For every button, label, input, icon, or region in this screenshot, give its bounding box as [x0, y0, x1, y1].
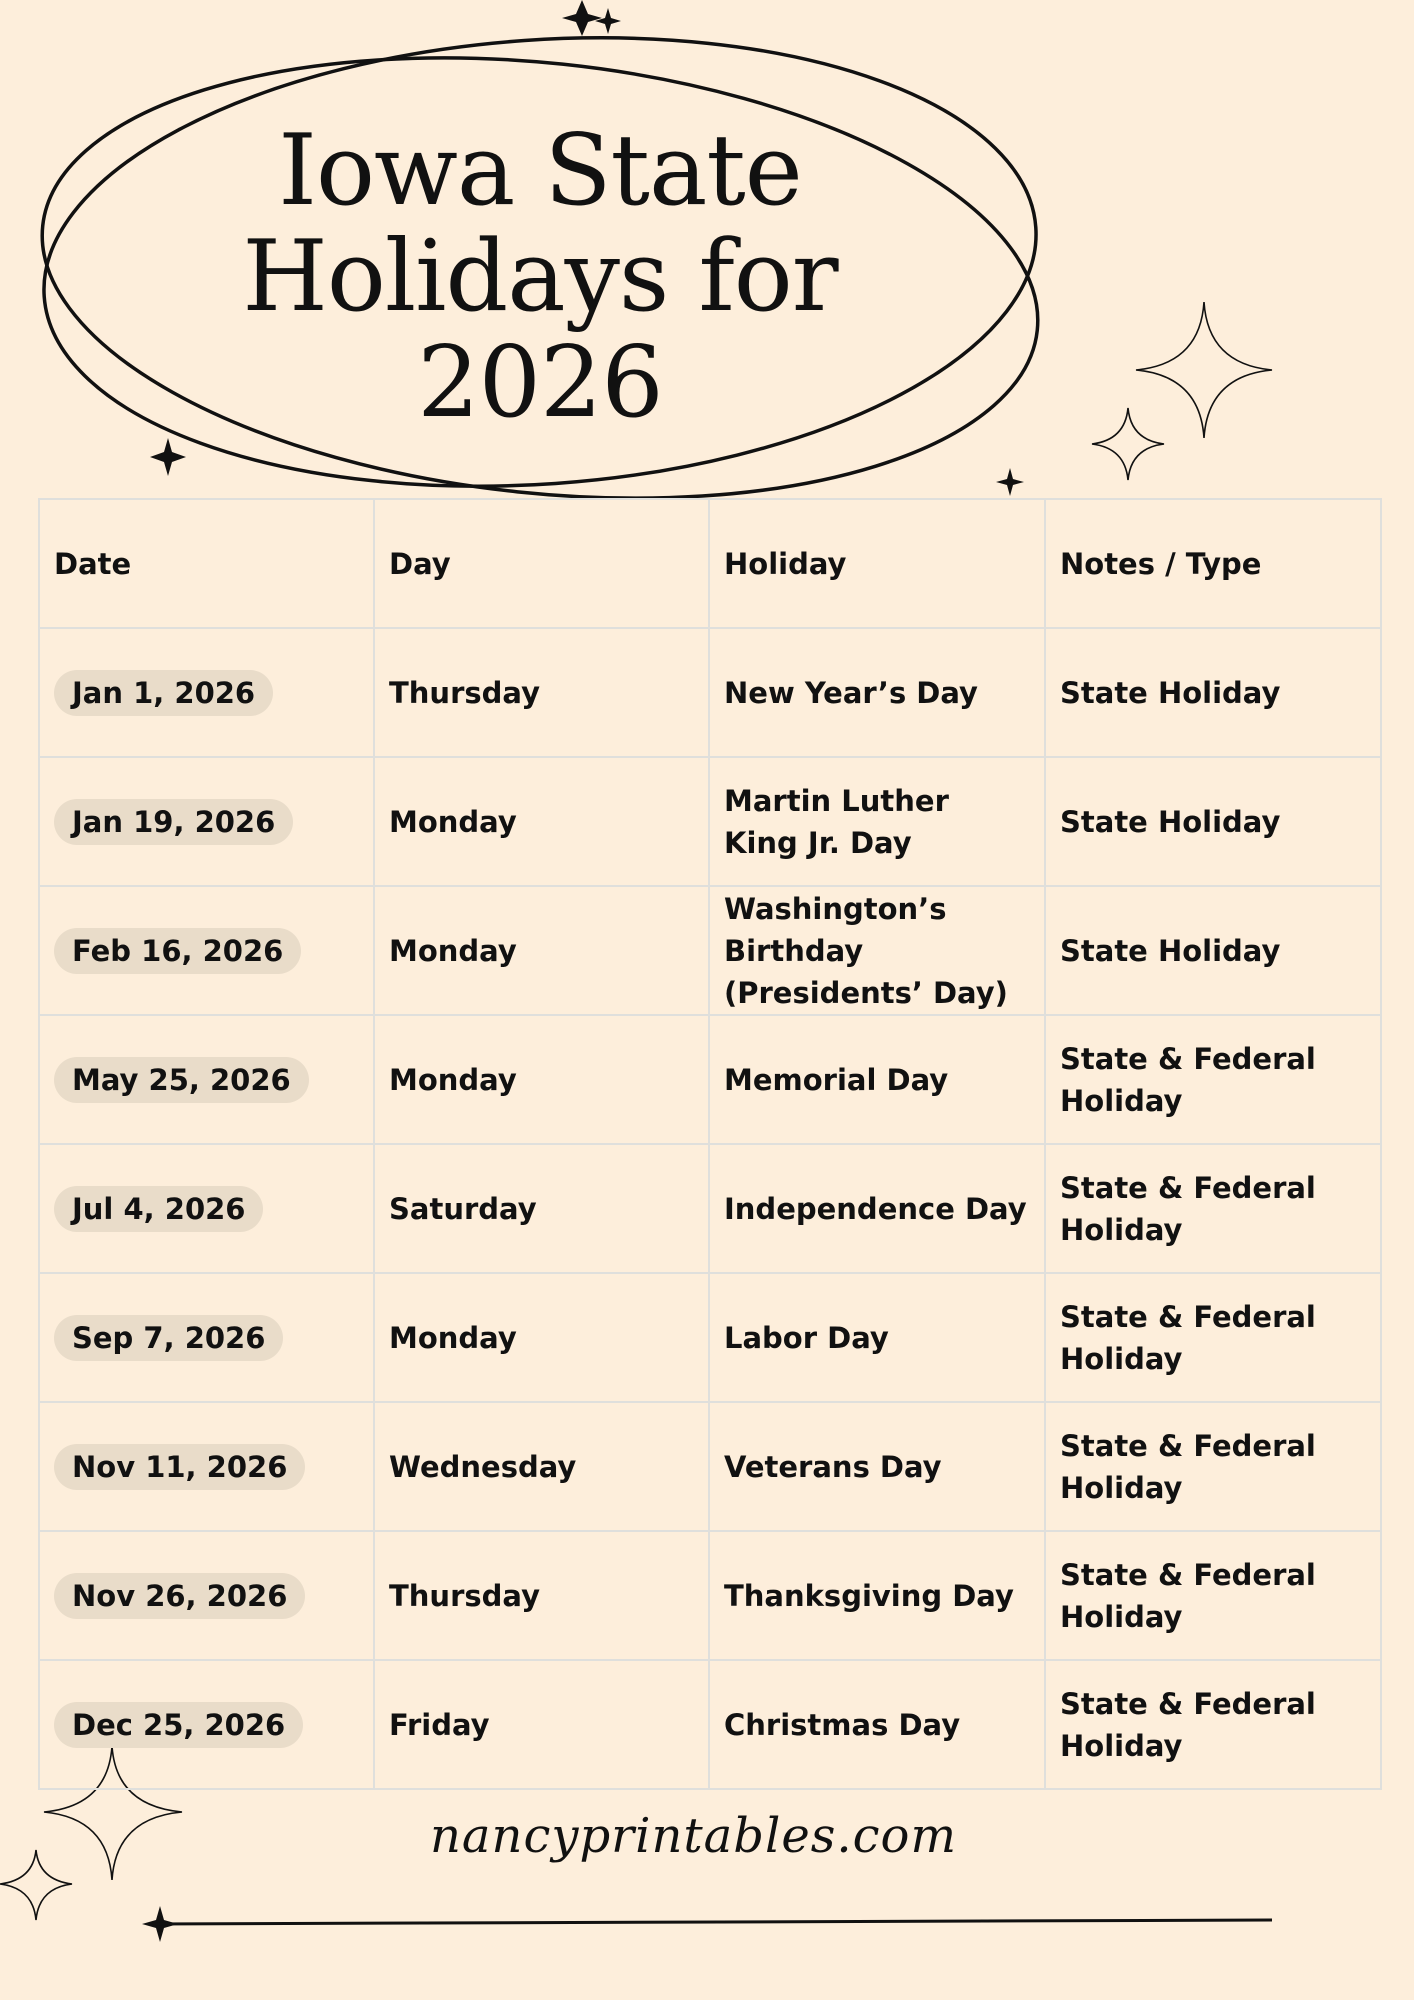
sparkle-outline-icon [1136, 302, 1272, 438]
column-header-holiday: Holiday [709, 499, 1045, 628]
table-row [39, 886, 1381, 1015]
date-cell [39, 1144, 374, 1273]
table-row [39, 1273, 1381, 1402]
notes-cell: State Holiday [1045, 628, 1381, 757]
table-row [39, 1015, 1381, 1144]
holiday-cell: Veterans Day [709, 1402, 1045, 1531]
day-cell: Thursday [374, 1531, 709, 1660]
date-cell [39, 1660, 374, 1789]
holiday-cell: Christmas Day [709, 1660, 1045, 1789]
holiday-cell: Thanksgiving Day [709, 1531, 1045, 1660]
holidays-table [38, 498, 1382, 1790]
notes-cell: State & Federal Holiday [1045, 1273, 1381, 1402]
day-cell: Monday [374, 1015, 709, 1144]
day-cell: Monday [374, 1273, 709, 1402]
date-cell [39, 628, 374, 757]
date-badge: Dec 25, 2026 [54, 1702, 303, 1748]
holiday-cell: Martin Luther King Jr. Day [709, 757, 1045, 886]
day-cell: Thursday [374, 628, 709, 757]
notes-cell: State Holiday [1045, 757, 1381, 886]
footer-rule [150, 1920, 1272, 1924]
table-row [39, 1402, 1381, 1531]
column-header-date: Date [39, 499, 374, 628]
date-cell [39, 1531, 374, 1660]
table-row [39, 1144, 1381, 1273]
date-badge: Jan 1, 2026 [54, 670, 273, 716]
date-badge: Nov 11, 2026 [54, 1444, 305, 1490]
notes-cell: State & Federal Holiday [1045, 1144, 1381, 1273]
title-line: Iowa State [278, 114, 802, 228]
date-badge: May 25, 2026 [54, 1057, 309, 1103]
column-header-day: Day [374, 499, 709, 628]
holiday-cell: Memorial Day [709, 1015, 1045, 1144]
title-line: 2026 [417, 326, 663, 440]
date-badge: Jan 19, 2026 [54, 799, 293, 845]
day-cell: Monday [374, 757, 709, 886]
date-cell [39, 757, 374, 886]
holiday-cell: Labor Day [709, 1273, 1045, 1402]
date-badge: Nov 26, 2026 [54, 1573, 305, 1619]
day-cell: Friday [374, 1660, 709, 1789]
holiday-cell: Independence Day [709, 1144, 1045, 1273]
table-header-row [39, 499, 1381, 628]
notes-cell: State & Federal Holiday [1045, 1402, 1381, 1531]
page-title [190, 114, 890, 440]
notes-cell: State & Federal Holiday [1045, 1015, 1381, 1144]
sparkle-icon [595, 8, 621, 34]
holiday-cell: Washington’s Birthday (Presidents’ Day) [709, 886, 1045, 1015]
holiday-cell: New Year’s Day [709, 628, 1045, 757]
table-row [39, 628, 1381, 757]
title-line: Holidays for [242, 220, 838, 334]
sparkle-icon [996, 468, 1024, 496]
notes-cell: State & Federal Holiday [1045, 1660, 1381, 1789]
date-badge: Feb 16, 2026 [54, 928, 301, 974]
table-row [39, 1531, 1381, 1660]
sparkle-icon [150, 438, 186, 476]
date-badge: Jul 4, 2026 [54, 1186, 263, 1232]
date-cell [39, 1402, 374, 1531]
table-row [39, 757, 1381, 886]
date-cell [39, 886, 374, 1015]
sparkle-icon [562, 0, 602, 36]
footer-website: nancyprintables.com [430, 1808, 957, 1864]
date-cell [39, 1015, 374, 1144]
sparkle-outline-icon [1092, 408, 1164, 480]
notes-cell: State Holiday [1045, 886, 1381, 1015]
day-cell: Wednesday [374, 1402, 709, 1531]
notes-cell: State & Federal Holiday [1045, 1531, 1381, 1660]
day-cell: Monday [374, 886, 709, 1015]
sparkle-outline-icon [0, 1850, 72, 1920]
date-badge: Sep 7, 2026 [54, 1315, 283, 1361]
column-header-notes: Notes / Type [1045, 499, 1381, 628]
table-row [39, 1660, 1381, 1789]
date-cell [39, 1273, 374, 1402]
day-cell: Saturday [374, 1144, 709, 1273]
